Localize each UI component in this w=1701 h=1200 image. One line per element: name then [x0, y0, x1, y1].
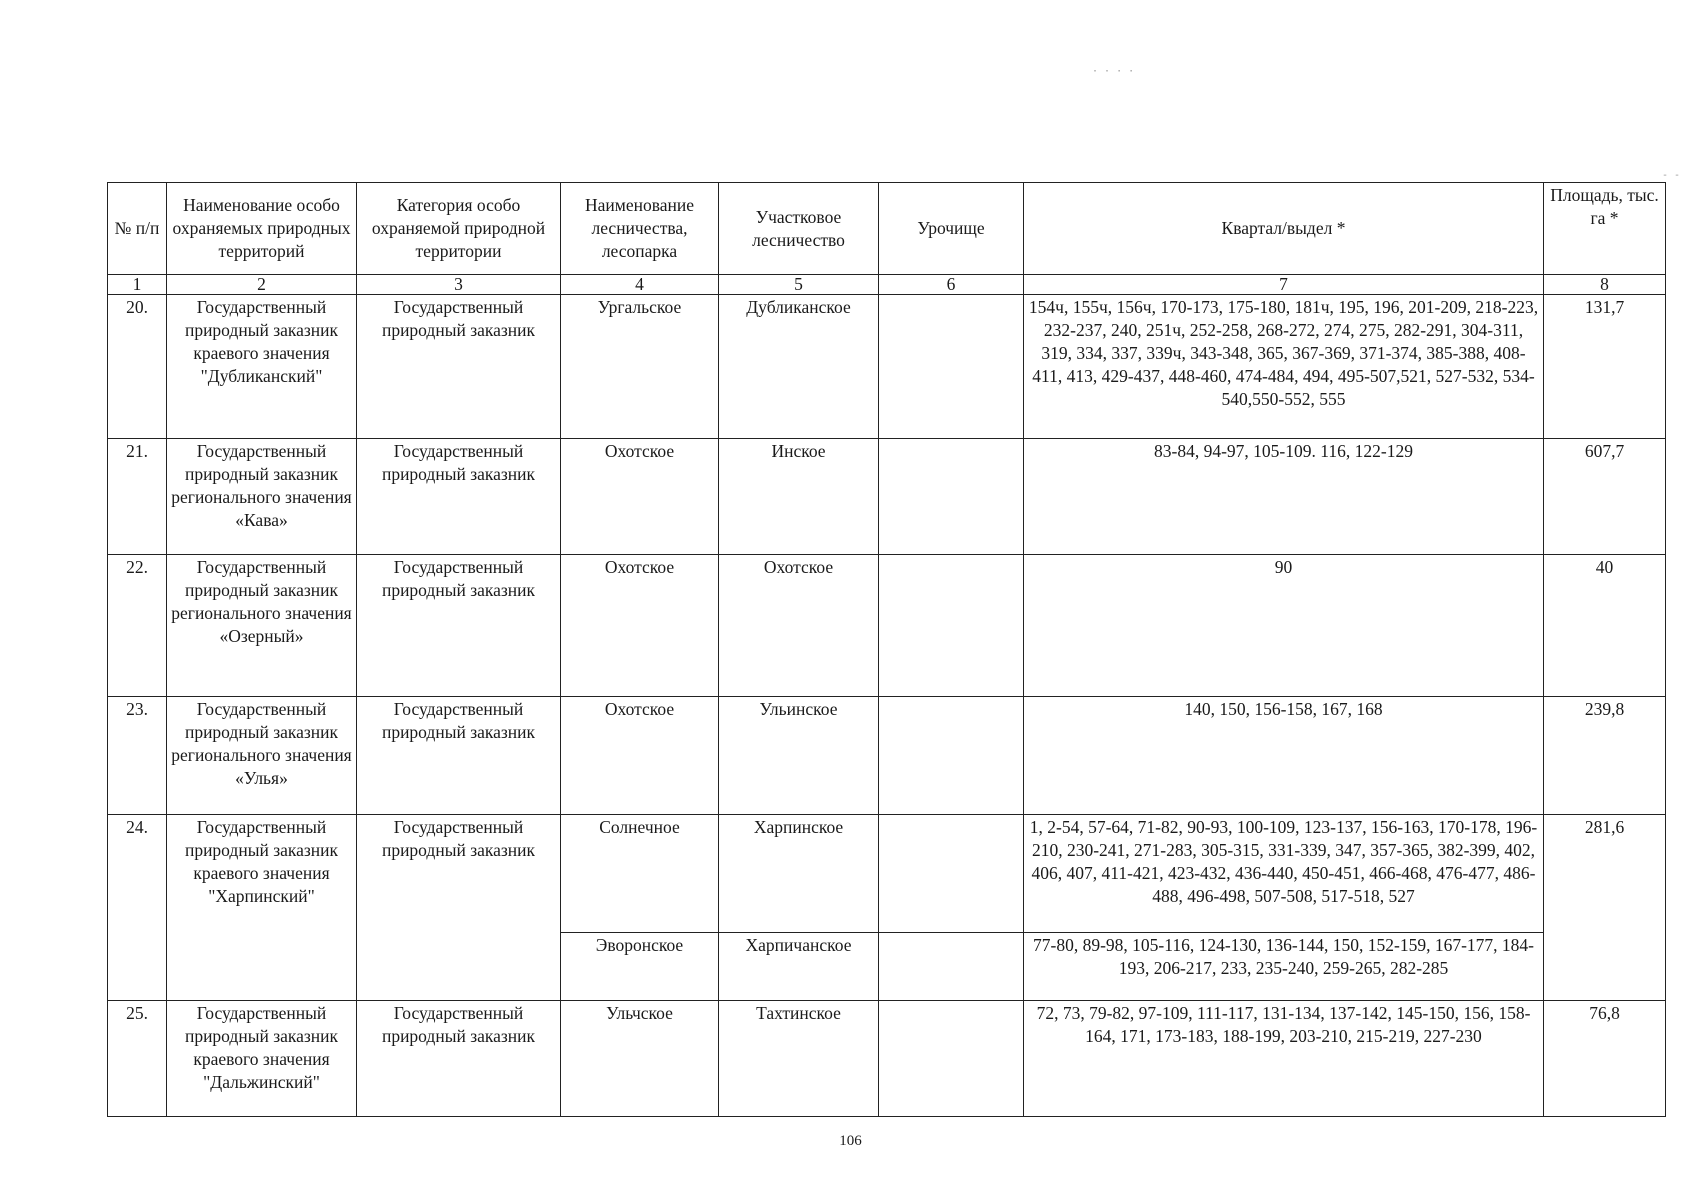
quarter-list: 90	[1024, 555, 1544, 697]
header-quarter: Квартал/выдел *	[1024, 183, 1544, 275]
table-row	[108, 439, 1666, 555]
header-name: Наименование особо охраняемых природных территорий	[167, 183, 357, 275]
column-index: 2	[167, 275, 357, 295]
row-number: 23.	[108, 697, 167, 815]
table-row	[108, 697, 1666, 815]
quarter-list: 140, 150, 156-158, 167, 168	[1024, 697, 1544, 815]
district-forestry: Дубликанское	[719, 295, 879, 439]
area-category: Государственный природный заказник	[357, 1001, 561, 1117]
area-name: Государственный природный заказник регионального значения «Озерный»	[167, 555, 357, 697]
column-index: 8	[1544, 275, 1666, 295]
table-row	[108, 1001, 1666, 1117]
area-value: 281,6	[1544, 815, 1666, 1001]
header-category: Категория особо охраняемой природной территории	[357, 183, 561, 275]
district-forestry: Тахтинское	[719, 1001, 879, 1117]
forestry-name: Охотское	[561, 697, 719, 815]
quarter-list: 154ч, 155ч, 156ч, 170-173, 175-180, 181ч, 195, 196, 201-209, 218-223, 232-237, 240, 251ч, 252-258, 268-272, 274, 275, 282-291, 304-311, 319, 334, 337, 339ч, 343-348, 365, 367-369, 371-374, 385-388, 408-411, 413, 429-437, 448-460, 474-484, 494, 495-507,521, 527-532, 534-540,550-552, 555	[1024, 295, 1544, 439]
page-number: 106	[839, 1133, 862, 1149]
column-index: 6	[879, 275, 1024, 295]
column-index-row	[108, 275, 1666, 295]
area-name: Государственный природный заказник краевого значения "Харпинский"	[167, 815, 357, 1001]
header-tract: Урочище	[879, 183, 1024, 275]
area-category: Государственный природный заказник	[357, 295, 561, 439]
row-number: 21.	[108, 439, 167, 555]
quarter-list: 1, 2-54, 57-64, 71-82, 90-93, 100-109, 123-137, 156-163, 170-178, 196-210, 230-241, 271-283, 305-315, 331-339, 347, 357-365, 382-399, 402, 406, 407, 411-421, 423-432, 436-440, 450-451, 466-468, 476-477, 486-488, 496-498, 507-508, 517-518, 527	[1024, 815, 1544, 933]
district-forestry: Ульинское	[719, 697, 879, 815]
column-index: 4	[561, 275, 719, 295]
area-category: Государственный природный заказник	[357, 697, 561, 815]
row-number: 25.	[108, 1001, 167, 1117]
area-value: 607,7	[1544, 439, 1666, 555]
header-num: № п/п	[108, 183, 167, 275]
quarter-list: 72, 73, 79-82, 97-109, 111-117, 131-134, 137-142, 145-150, 156, 158-164, 171, 173-183, 188-199, 203-210, 215-219, 227-230	[1024, 1001, 1544, 1117]
forestry-name: Охотское	[561, 439, 719, 555]
area-value: 239,8	[1544, 697, 1666, 815]
row-number: 22.	[108, 555, 167, 697]
header-district: Участковое лесничество	[719, 183, 879, 275]
tract	[879, 815, 1024, 933]
district-forestry: Харпичанское	[719, 933, 879, 1001]
tract	[879, 933, 1024, 1001]
quarter-list: 77-80, 89-98, 105-116, 124-130, 136-144, 150, 152-159, 167-177, 184-193, 206-217, 233, 235-240, 259-265, 282-285	[1024, 933, 1544, 1001]
table-row	[108, 295, 1666, 439]
row-number: 24.	[108, 815, 167, 1001]
area-category: Государственный природный заказник	[357, 555, 561, 697]
header-forestry: Наименование лесничества, лесопарка	[561, 183, 719, 275]
quarter-list: 83-84, 94-97, 105-109. 116, 122-129	[1024, 439, 1544, 555]
area-name: Государственный природный заказник краевого значения "Дубликанский"	[167, 295, 357, 439]
area-value: 76,8	[1544, 1001, 1666, 1117]
column-index: 1	[108, 275, 167, 295]
forestry-name: Ульчское	[561, 1001, 719, 1117]
tract	[879, 697, 1024, 815]
forestry-name: Охотское	[561, 555, 719, 697]
area-category: Государственный природный заказник	[357, 439, 561, 555]
area-value: 131,7	[1544, 295, 1666, 439]
table-row	[108, 815, 1666, 933]
tract	[879, 1001, 1024, 1117]
district-forestry: Харпинское	[719, 815, 879, 933]
column-index: 7	[1024, 275, 1544, 295]
table-row	[108, 555, 1666, 697]
column-index: 5	[719, 275, 879, 295]
area-name: Государственный природный заказник краевого значения "Дальжинский"	[167, 1001, 357, 1117]
tract	[879, 295, 1024, 439]
district-forestry: Охотское	[719, 555, 879, 697]
row-number: 20.	[108, 295, 167, 439]
tract	[879, 555, 1024, 697]
district-forestry: Инское	[719, 439, 879, 555]
area-value: 40	[1544, 555, 1666, 697]
scan-artifact: - -	[1662, 170, 1681, 181]
scan-artifact: · · · ·	[1092, 66, 1135, 77]
protected-areas-table	[107, 182, 1666, 1117]
forestry-name: Ургальское	[561, 295, 719, 439]
area-name: Государственный природный заказник регионального значения «Кава»	[167, 439, 357, 555]
column-index: 3	[357, 275, 561, 295]
tract	[879, 439, 1024, 555]
area-category: Государственный природный заказник	[357, 815, 561, 1001]
area-name: Государственный природный заказник регионального значения «Улья»	[167, 697, 357, 815]
forestry-name: Эворонское	[561, 933, 719, 1001]
table-header-row	[108, 183, 1666, 275]
header-area: Площадь, тыс. га *	[1544, 183, 1666, 275]
forestry-name: Солнечное	[561, 815, 719, 933]
